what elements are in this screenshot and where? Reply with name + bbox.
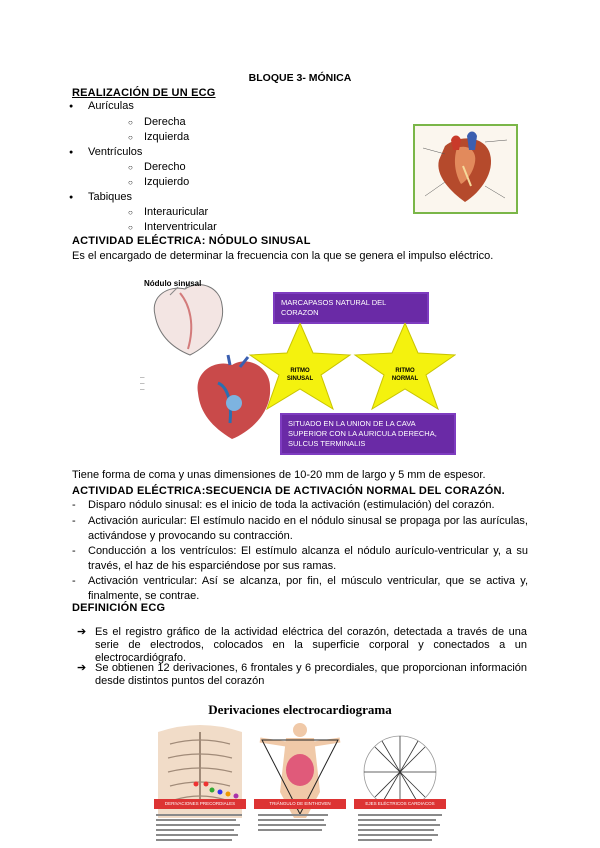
list-item: ➔ Se obtienen 12 derivaciones, 6 frontales y 6 precordiales, que proporcionan información desde distintos puntos del corazón (77, 662, 527, 687)
derivaciones-figure (150, 700, 450, 848)
sinus-node-label: Nódulo sinusal (144, 279, 202, 288)
list-subitem: ○ Izquierdo (144, 176, 189, 188)
panel-label-ejes: EJES ELÉCTRICOS CARDIACOS (354, 799, 446, 809)
derivaciones-legends (150, 812, 450, 848)
list-item: ● Ventrículos (88, 146, 142, 158)
list-item: ➔ Es el registro gráfico de la actividad eléctrica del corazón, detectada a través de una serie de electrodos, colocados en la superficie corporal y conectados a un electrocardiógrafo. (77, 626, 527, 664)
list-item: - Conducción a los ventrículos: El estímulo alcanza el nódulo aurículo-ventricular y, a su través, el haz de his esparciéndose por sus ramas. (72, 545, 528, 572)
list-item: ● Aurículas (88, 100, 134, 112)
section-heading-secuencia: ACTIVIDAD ELÉCTRICA:SECUENCIA DE ACTIVACIÓN NORMAL DEL CORAZÓN. (72, 485, 505, 497)
list-subitem: ○ Izquierda (144, 131, 189, 143)
section-heading-definicion: DEFINICIÓN ECG (72, 602, 166, 614)
section-heading-nodulo: ACTIVIDAD ELÉCTRICA: NÓDULO SINUSAL (72, 235, 311, 247)
list-subitem: ○ Derecho (144, 161, 186, 173)
pacemaker-box: MARCAPASOS NATURAL DEL CORAZON (273, 292, 429, 324)
location-box: SITUADO EN LA UNION DE LA CAVA SUPERIOR CON LA AURICULA DERECHA, SULCUS TERMINALIS (280, 413, 456, 455)
star-label-sinusal: RITMO SINUSAL (286, 368, 314, 382)
nodulo-shape: Tiene forma de coma y unas dimensiones de 10-20 mm de largo y 5 mm de espesor. (72, 469, 486, 481)
list-item: - Disparo nódulo sinusal: es el inicio de toda la activación (estimulación) del corazón. (72, 499, 495, 511)
list-item: ● Tabiques (88, 191, 132, 203)
heart-anatomy-image (413, 124, 518, 214)
derivaciones-title: Derivaciones electrocardiograma (208, 702, 392, 717)
list-item: - Activación ventricular: Así se alcanza, por fin, el músculo ventricular, que se activa y, finalmente, se contrae. (72, 575, 528, 602)
section-heading-ecg: REALIZACIÓN DE UN ECG (72, 87, 216, 99)
star-label-normal: RITMO NORMAL (391, 368, 419, 382)
list-subitem: ○ Derecha (144, 116, 186, 128)
nodulo-description: Es el encargado de determinar la frecuencia con la que se genera el impulso eléctrico. (72, 250, 494, 262)
sinus-node-figure (140, 275, 456, 465)
conduction-legend: — — — (140, 375, 145, 392)
panel-label-einthoven: TRIÁNGULO DE EINTHOVEN (254, 799, 346, 809)
list-item: - Activación auricular: El estímulo nacido en el nódulo sinusal se propaga por las aurículas, activándose y provocando su contracción. (72, 515, 528, 542)
page-title: BLOQUE 3- MÓNICA (248, 72, 352, 84)
panel-label-precordiales: DERIVACIONES PRECORDIALES (154, 799, 246, 809)
list-subitem: ○ Interauricular (144, 206, 208, 218)
list-subitem: ○ Interventricular (144, 221, 217, 233)
